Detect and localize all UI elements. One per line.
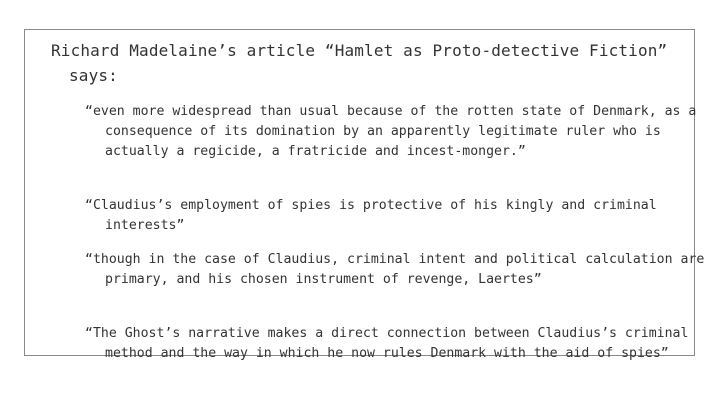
- intro-text: Richard Madelaine’s article “Hamlet as Proto-detective Fiction” says:: [51, 41, 668, 85]
- quote-2: “Claudius’s employment of spies is protective of his kingly and criminal interests”: [85, 198, 657, 233]
- quote-3: “though in the case of Claudius, criminal intent and political calculation are primary, and his chosen instrument of revenge, Laertes”: [85, 252, 705, 287]
- quote-1: “even more widespread than usual because of the rotten state of Denmark, as a consequence of its domination by an apparently legitimate ruler who is actually a regicide, a fratricide and incest-monger.”: [85, 104, 697, 159]
- quote-4: “The Ghost’s narrative makes a direct connection between Claudius’s criminal method and the way in which he now rules Denmark with the aid of spies”: [85, 326, 689, 361]
